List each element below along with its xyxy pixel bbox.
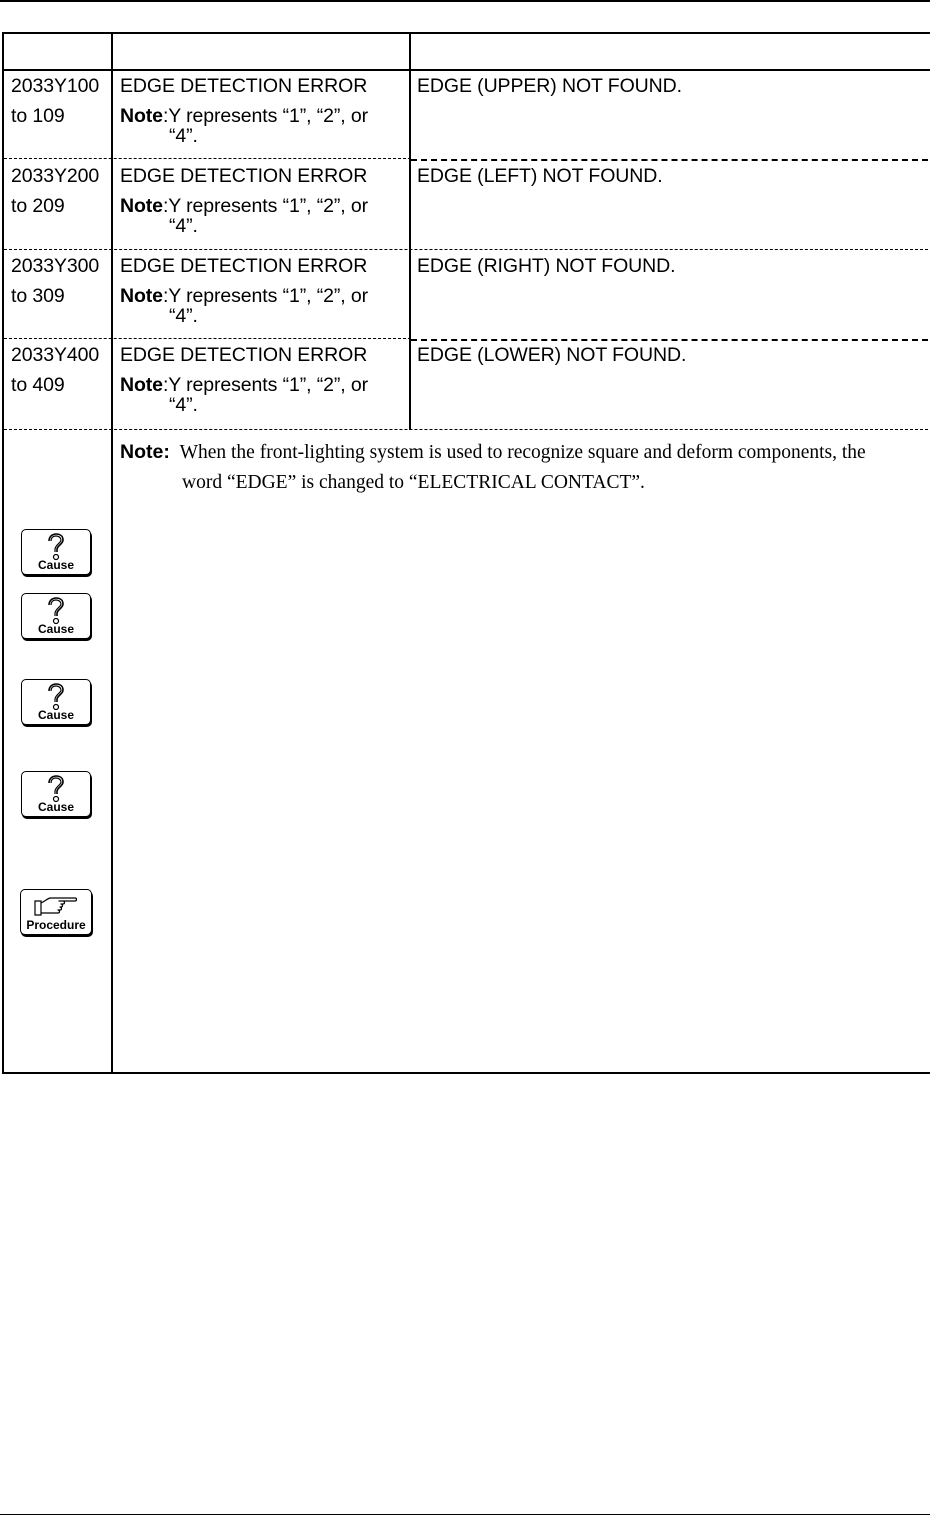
procedure-icon-button <box>20 889 92 935</box>
column-divider-code <box>111 32 113 1072</box>
note-text: :Y represents “1”, “2”, or <box>162 105 369 127</box>
question-mark-icon <box>43 683 69 711</box>
error-description: EDGE (UPPER) NOT FOUND. <box>417 75 682 97</box>
error-title-text: EDGE DETECTION ERROR <box>120 344 368 366</box>
error-code <box>11 161 99 221</box>
note-label: Note <box>120 285 163 307</box>
error-title <box>120 251 368 331</box>
cause-icon-button-2 <box>21 593 91 639</box>
note-text: :Y represents “1”, “2”, or <box>162 195 369 217</box>
question-mark-icon <box>43 775 69 803</box>
procedure-icon-caption: Procedure <box>26 918 86 932</box>
cause-icon-button-1 <box>21 529 91 575</box>
cause-icon-button-4 <box>21 771 91 817</box>
error-code-end: to 109 <box>11 105 65 127</box>
error-code-start: 2033Y300 <box>11 255 100 277</box>
error-description: EDGE (LOWER) NOT FOUND. <box>417 344 687 366</box>
error-description: EDGE (RIGHT) NOT FOUND. <box>417 255 676 277</box>
question-mark-icon <box>43 533 69 561</box>
footer-note-line1: When the front-lighting system is used to recognize square and deform components, the <box>179 442 866 463</box>
page-bottom-rule <box>0 1514 930 1515</box>
error-title-text: EDGE DETECTION ERROR <box>120 255 368 277</box>
note-text-cont: “4”. <box>169 215 198 237</box>
note-text-cont: “4”. <box>169 394 198 416</box>
cause-icon-caption: Cause <box>37 708 75 722</box>
note-text: :Y represents “1”, “2”, or <box>162 374 369 396</box>
cause-icon-caption: Cause <box>37 558 75 572</box>
error-code <box>11 71 99 131</box>
error-title <box>120 340 368 420</box>
pointing-hand-icon <box>33 895 79 919</box>
question-mark-icon <box>43 597 69 625</box>
error-title-text: EDGE DETECTION ERROR <box>120 75 368 97</box>
note-label: Note <box>120 374 163 396</box>
footer-note-label: Note: <box>120 441 170 463</box>
footer-note-line2: word “EDGE” is changed to “ELECTRICAL CONTACT”. <box>182 472 645 493</box>
row-divider-3 <box>4 338 411 339</box>
error-title <box>120 71 368 151</box>
error-code-start: 2033Y100 <box>11 75 100 97</box>
error-description: EDGE (LEFT) NOT FOUND. <box>417 165 663 187</box>
note-label: Note <box>120 105 163 127</box>
note-text: :Y represents “1”, “2”, or <box>162 285 369 307</box>
cause-icon-button-3 <box>21 679 91 725</box>
error-code-end: to 409 <box>11 374 65 396</box>
footer-note <box>120 437 910 498</box>
column-divider-title <box>409 32 411 430</box>
note-text-cont: “4”. <box>169 305 198 327</box>
error-code-start: 2033Y200 <box>11 165 100 187</box>
row-divider-2 <box>4 249 928 250</box>
error-title <box>120 161 368 241</box>
error-code-end: to 209 <box>11 195 65 217</box>
row-divider-4 <box>4 429 928 430</box>
error-code-end: to 309 <box>11 285 65 307</box>
row-divider-1 <box>4 158 411 159</box>
cause-icon-caption: Cause <box>37 622 75 636</box>
note-text-cont: “4”. <box>169 125 198 147</box>
error-code <box>11 251 99 311</box>
error-title-text: EDGE DETECTION ERROR <box>120 165 368 187</box>
note-label: Note <box>120 195 163 217</box>
cause-icon-caption: Cause <box>37 800 75 814</box>
error-code-start: 2033Y400 <box>11 344 100 366</box>
page-top-rule <box>0 0 930 2</box>
error-code <box>11 340 99 400</box>
